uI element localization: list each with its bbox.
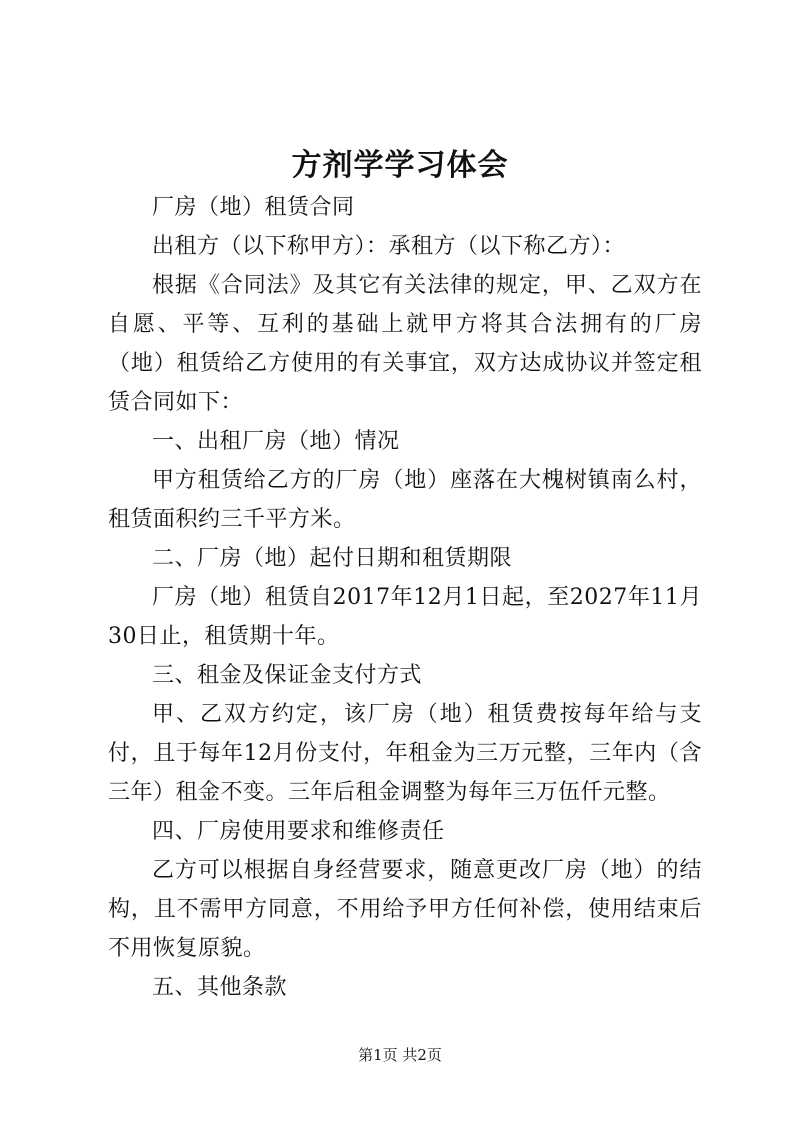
section-1-heading: 一、出租厂房（地）情况 (152, 429, 400, 454)
contract-heading: 厂房（地）租赁合同 (152, 195, 355, 220)
section-4-text: 乙方可以根据自身经营要求，随意更改厂房（地）的结构，且不需甲方同意，不用给予甲方任何补偿，使用结束后不用恢复原貌。 (108, 858, 702, 961)
section-4-heading: 四、厂房使用要求和维修责任 (152, 819, 445, 844)
section-1-text: 甲方租赁给乙方的厂房（地）座落在大槐树镇南么村，租赁面积约三千平方米。 (108, 468, 702, 532)
page-number-footer: 第1页 共2页 (358, 1046, 442, 1064)
section-2-text: 厂房（地）租赁自2017年12月1日起，至2027年11月30日止，租赁期十年。 (108, 585, 702, 649)
section-3-heading: 三、租金及保证金支付方式 (152, 663, 423, 688)
section-3-text: 甲、乙双方约定，该厂房（地）租赁费按每年给与支付，且于每年12月份支付，年租金为三万元整，三年内（含三年）租金不变。三年后租金调整为每年三万伍仟元整。 (108, 702, 702, 805)
document-title: 方剂学学习体会 (291, 148, 509, 183)
parties-line: 出租方（以下称甲方）：承租方（以下称乙方）： (152, 234, 626, 259)
preamble-paragraph: 根据《合同法》及其它有关法律的规定，甲、乙双方在自愿、平等、互利的基础上就甲方将其合法拥有的厂房（地）租赁给乙方使用的有关事宜，双方达成协议并签定租赁合同如下： (108, 273, 702, 415)
document-body (108, 188, 702, 1007)
section-5-heading: 五、其他条款 (152, 975, 288, 1000)
section-2-heading: 二、厂房（地）起付日期和租赁期限 (152, 546, 513, 571)
